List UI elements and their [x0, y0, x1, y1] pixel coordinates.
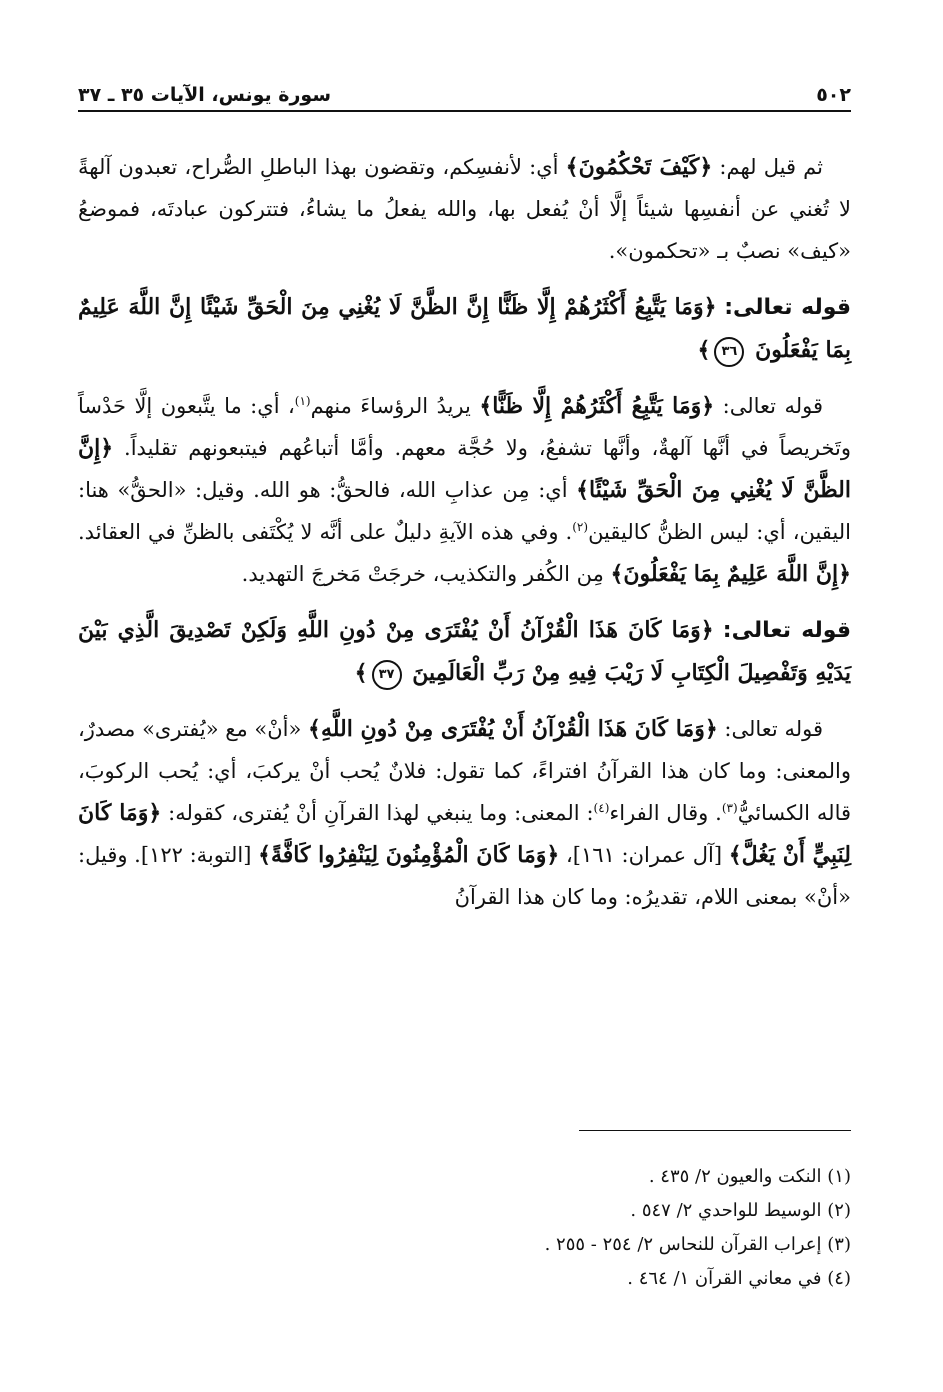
footnote-ref: (١): [294, 394, 311, 408]
footnote-ref: (٣): [721, 801, 738, 815]
footnote-3: (٣) إعراب القرآن للنحاس ٢/ ٢٥٤ - ٢٥٥ .: [544, 1234, 851, 1255]
quran-quote: ﴿وَمَا يَتَّبِعُ أَكْثَرُهُمْ إِلَّا ظَنًّا﴾: [479, 393, 715, 419]
ayah-number-marker: ٣٦: [714, 337, 744, 367]
page-header: [78, 72, 851, 106]
surah-title: سورة يونس، الآيات ٣٥ ـ ٣٧: [78, 84, 332, 106]
paragraph-2: قوله تعالى: ﴿وَمَا يَتَّبِعُ أَكْثَرُهُمْ إِلَّا ظَنًّا﴾ يريدُ الرؤساءَ منهم$^{(١)}$، أي: ما يتَّبعون إلَّا حَدْساً وتَخريصاً في أنَّها آلهةٌ، وأنَّها تشفعُ، ولا حُجَّة معهم. وأمَّا أتباعُهم فيتبعونهم تقليداً. ﴿إِنَّ الظَّنَّ لَا يُغْنِي مِنَ الْحَقِّ شَيْئًا﴾ أي: مِن عذابِ الله، فالحقُّ: هو الله. وقيل: «الحقُّ» هنا: اليقين، أي: ليس الظنُّ كاليقين$^{(٢)}$. وفي هذه الآيةِ دليلٌ على أنَّه لا يُكْتَفى بالظنِّ في العقائد. ﴿إِنَّ اللَّهَ عَلِيمٌ بِمَا يَفْعَلُونَ﴾ مِن الكُفر والتكذيب، خرجَتْ مَخرجَ التهديد.: [78, 393, 852, 587]
main-text: [78, 146, 851, 932]
footnotes: [78, 1160, 851, 1296]
footnote-ref: (٢): [572, 520, 589, 534]
footnote-2: (٢) الوسيط للواحدي ٢/ ٥٤٧ .: [630, 1200, 851, 1221]
ayah-number-marker: ٣٧: [372, 660, 402, 690]
footnote-divider: [579, 1130, 851, 1131]
quran-quote: ﴿إِنَّ الظَّنَّ لَا يُغْنِي مِنَ الْحَقِّ شَيْئًا﴾: [78, 435, 851, 503]
quran-quote: ﴿وَمَا كَانَ الْمُؤْمِنُونَ لِيَنْفِرُوا كَافَّةً﴾: [258, 842, 560, 868]
verse-label: قوله تعالى:: [722, 618, 851, 643]
quran-quote: ﴿كَيْفَ تَحْكُمُونَ﴾: [565, 154, 713, 180]
paragraph-1: ثم قيل لهم: ﴿كَيْفَ تَحْكُمُونَ﴾ أي: لأنفسِكم، وتقضون بهذا الباطلِ الصُّراح، تعبدون آلهةً لا تُغني عن أنفسِها شيئاً إلَّا أنْ يُفعل بها، والله يفعلُ ما يشاءُ، فتتركون عبادتَه، فموضعُ «كيف» نصبٌ بـ «تحكمون».: [78, 154, 851, 263]
footnote-ref: (٤): [593, 801, 610, 815]
verse-text: ﴿وَمَا كَانَ هَذَا الْقُرْآنُ أَنْ يُفْتَرَى مِنْ دُونِ اللَّهِ وَلَكِنْ تَصْدِيقَ الَّذِي بَيْنَ يَدَيْهِ وَتَفْصِيلَ الْكِتَابِ لَا رَيْبَ فِيهِ مِنْ رَبِّ الْعَالَمِينَ: [78, 617, 851, 686]
footnote-1: (١) النكت والعيون ٢/ ٤٣٥ .: [648, 1166, 851, 1187]
verse-37: قوله تعالى: ﴿وَمَا كَانَ هَذَا الْقُرْآنُ أَنْ يُفْتَرَى مِنْ دُونِ اللَّهِ وَلَكِنْ تَصْدِيقَ الَّذِي بَيْنَ يَدَيْهِ وَتَفْصِيلَ الْكِتَابِ لَا رَيْبَ فِيهِ مِنْ رَبِّ الْعَالَمِينَ ٣٧﴾: [78, 609, 851, 694]
header-divider: [78, 110, 851, 112]
quran-quote: ﴿إِنَّ اللَّهَ عَلِيمٌ بِمَا يَفْعَلُونَ﴾: [610, 561, 851, 587]
verse-text: ﴿وَمَا يَتَّبِعُ أَكْثَرُهُمْ إِلَّا ظَنًّا إِنَّ الظَّنَّ لَا يُغْنِي مِنَ الْحَقِّ شَيْئًا إِنَّ اللَّهَ عَلِيمٌ بِمَا يَفْعَلُونَ: [78, 294, 851, 363]
quran-quote: ﴿وَمَا كَانَ لِنَبِيٍّ أَنْ يَغُلَّ﴾: [78, 800, 852, 868]
quran-quote: ﴿وَمَا كَانَ هَذَا الْقُرْآنُ أَنْ يُفْتَرَى مِنْ دُونِ اللَّهِ﴾: [308, 716, 718, 742]
page-number: ٥٠٢: [816, 84, 851, 106]
footnote-4: (٤) في معاني القرآن ١/ ٤٦٤ .: [627, 1268, 851, 1289]
verse-label: قوله تعالى:: [724, 295, 851, 320]
paragraph-3: قوله تعالى: ﴿وَمَا كَانَ هَذَا الْقُرْآنُ أَنْ يُفْتَرَى مِنْ دُونِ اللَّهِ﴾ «أنْ» مع «يُفترى» مصدرٌ، والمعنى: وما كان هذا القرآنُ افتراءً، كما تقول: فلانٌ يُحب أنْ يركبَ، أي: يُحب الركوبَ، قاله الكسائيُّ$^{(٣)}$. وقال الفراء$^{(٤)}$: المعنى: وما ينبغي لهذا القرآنِ أنْ يُفترى، كقوله: ﴿وَمَا كَانَ لِنَبِيٍّ أَنْ يَغُلَّ﴾ [آل عمران: ١٦١]، ﴿وَمَا كَانَ الْمُؤْمِنُونَ لِيَنْفِرُوا كَافَّةً﴾ [التوبة: ١٢٢]. وقيل: «أنْ» بمعنى اللام، تقديرُه: وما كان هذا القرآنُ: [78, 716, 852, 909]
verse-36: قوله تعالى: ﴿وَمَا يَتَّبِعُ أَكْثَرُهُمْ إِلَّا ظَنًّا إِنَّ الظَّنَّ لَا يُغْنِي مِنَ الْحَقِّ شَيْئًا إِنَّ اللَّهَ عَلِيمٌ بِمَا يَفْعَلُونَ ٣٦﴾: [78, 286, 851, 371]
